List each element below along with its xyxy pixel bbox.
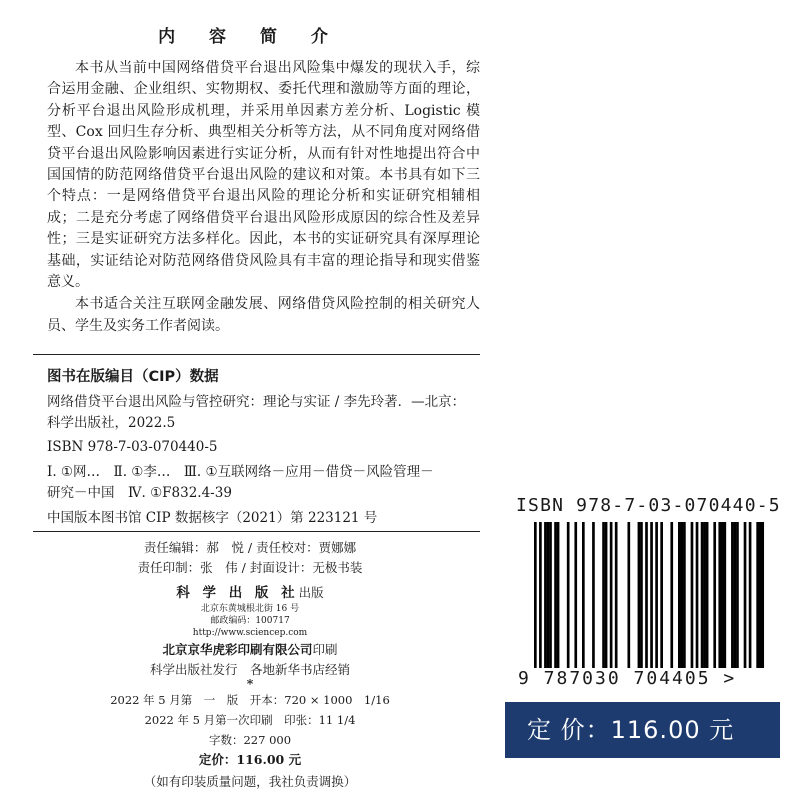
barcode-bar	[610, 522, 613, 668]
publisher-website: http://www.sciencep.com	[192, 628, 308, 638]
barcode-bar	[638, 522, 641, 668]
barcode-digits: 9 787030 704405 >	[518, 668, 737, 689]
publisher-line	[0, 581, 500, 601]
barcode-bar	[539, 522, 542, 682]
barcode-bar	[734, 522, 737, 668]
barcode-bar	[670, 522, 673, 668]
cip-isbn: ISBN 978-7-03-070440-5	[47, 439, 218, 455]
publisher-name: 科 学 出 版 社	[176, 585, 299, 601]
cip-title-line: 网络借贷平台退出风险与管控研究：理论与实证 / 李先玲著．—北京：	[47, 394, 466, 410]
separator-star: *	[246, 676, 254, 691]
barcode-bar	[557, 522, 560, 668]
barcode-bar	[756, 522, 759, 668]
barcode-bar	[759, 522, 762, 668]
barcode-bar	[655, 522, 658, 682]
barcode-bar	[696, 522, 699, 668]
barcode-bar	[706, 522, 709, 668]
cip-heading: 图书在版编目（CIP）数据	[47, 369, 219, 385]
barcode-bar	[605, 522, 608, 668]
barcode-bar	[749, 522, 752, 668]
barcode-bar	[691, 522, 694, 668]
page-title: 内 容 简 介	[158, 27, 342, 47]
cip-publisher-line: 科学出版社，2022.5	[47, 415, 176, 431]
barcode-bar	[718, 522, 721, 668]
publisher-postcode: 邮政编码：100717	[210, 616, 290, 626]
barcode-bar	[544, 522, 547, 668]
barcode-bar	[703, 522, 706, 668]
impression-line: 2022 年 5 月第一次印刷 印张：11 1/4	[144, 713, 356, 727]
barcode-bar	[554, 522, 557, 668]
wordcount-line: 字数：227 000	[208, 733, 292, 747]
barcode-isbn-text: ISBN 978-7-03-070440-5	[516, 495, 781, 516]
barcode-bar	[592, 522, 595, 668]
barcode-bar	[615, 522, 618, 668]
barcode-bar	[731, 522, 734, 668]
barcode-bar	[549, 522, 552, 668]
barcode-bar	[547, 522, 550, 668]
intro-section	[47, 58, 480, 338]
barcode-bar	[701, 522, 704, 668]
barcode-bar	[640, 522, 643, 668]
quality-note: （如有印装质量问题，我社负责调换）	[143, 774, 357, 789]
barcode-bar	[681, 522, 684, 668]
barcode-bar	[723, 522, 726, 668]
cip-record-number: 中国版本图书馆 CIP 数据核字（2021）第 223121 号	[47, 510, 378, 526]
barcode-bar	[660, 522, 663, 668]
publisher-suffix: 出版	[298, 585, 324, 600]
barcode-bar	[567, 522, 570, 668]
barcode-bar	[683, 522, 686, 668]
edition-line: 2022 年 5 月第 一 版 开本：720 × 1000 1/16	[110, 693, 390, 707]
credits-printing: 责任印制：张 伟 / 封面设计：无极书装	[137, 560, 363, 575]
credits-editors: 责任编辑：郝 悦 / 责任校对：贾娜娜	[143, 540, 357, 555]
price-line: 定价：116.00 元	[198, 752, 302, 767]
distribution-line: 科学出版社发行 各地新华书店经销	[149, 662, 350, 677]
printer-name: 北京京华虎彩印刷有限公司	[162, 642, 313, 657]
intro-paragraph-2: 本书适合关注互联网金融发展、网络借贷风险控制的相关研究人员、学生及实务工作者阅读。	[47, 296, 480, 334]
barcode-bar	[721, 522, 724, 668]
barcode-bar	[645, 522, 648, 668]
divider-bottom	[33, 531, 480, 532]
barcode-bar	[650, 522, 653, 682]
cip-classification-2: 研究－中国 Ⅳ. ①F832.4-39	[47, 485, 232, 501]
barcode-image	[516, 522, 766, 688]
barcode-bar	[602, 522, 605, 668]
divider-top	[33, 354, 480, 355]
barcode-bar	[678, 522, 681, 668]
barcode-bar	[744, 522, 747, 668]
barcode-bar	[574, 522, 577, 668]
intro-paragraph-1: 本书从当前中国网络借贷平台退出风险集中爆发的现状入手，综合运用金融、企业组织、实物期权、委托代理和激励等方面的理论，分析平台退出风险形成机理，并采用单因素方差分析、Logistic 模型、Cox 回归生存分析、典型相关分析等方法，从不同角度对网络借贷平台退出风险影响因素进行实证分析，从而有针对性地提出符合中国国情的防范网络借贷平台退出风险的建议和对策。本书具有如下三个特点：一是网络借贷平台退出风险的理论分析和实证研究相辅相成；二是充分考虑了网络借贷平台退出风险形成原因的综合性及差异性；三是实证研究方法多样化。因此，本书的实证研究具有深厚理论基础，实证结论对防范网络借贷风险具有丰富的理论指导和现实借鉴意义。	[47, 60, 480, 291]
cip-classification-1: Ⅰ. ①网… Ⅱ. ①李… Ⅲ. ①互联网络－应用－借贷－风险管理－	[47, 464, 434, 480]
barcode-bar	[736, 522, 739, 668]
printer-line	[0, 640, 500, 658]
barcode-bar	[534, 522, 537, 682]
barcode-bar	[713, 522, 716, 668]
price-tag: 定 价：116.00 元	[505, 702, 780, 758]
printer-suffix: 印刷	[312, 642, 338, 657]
barcode-bar	[627, 522, 630, 668]
publisher-address: 北京东黄城根北街 16 号	[200, 604, 300, 614]
barcode-bar	[582, 522, 585, 668]
barcode-bar	[761, 522, 764, 668]
